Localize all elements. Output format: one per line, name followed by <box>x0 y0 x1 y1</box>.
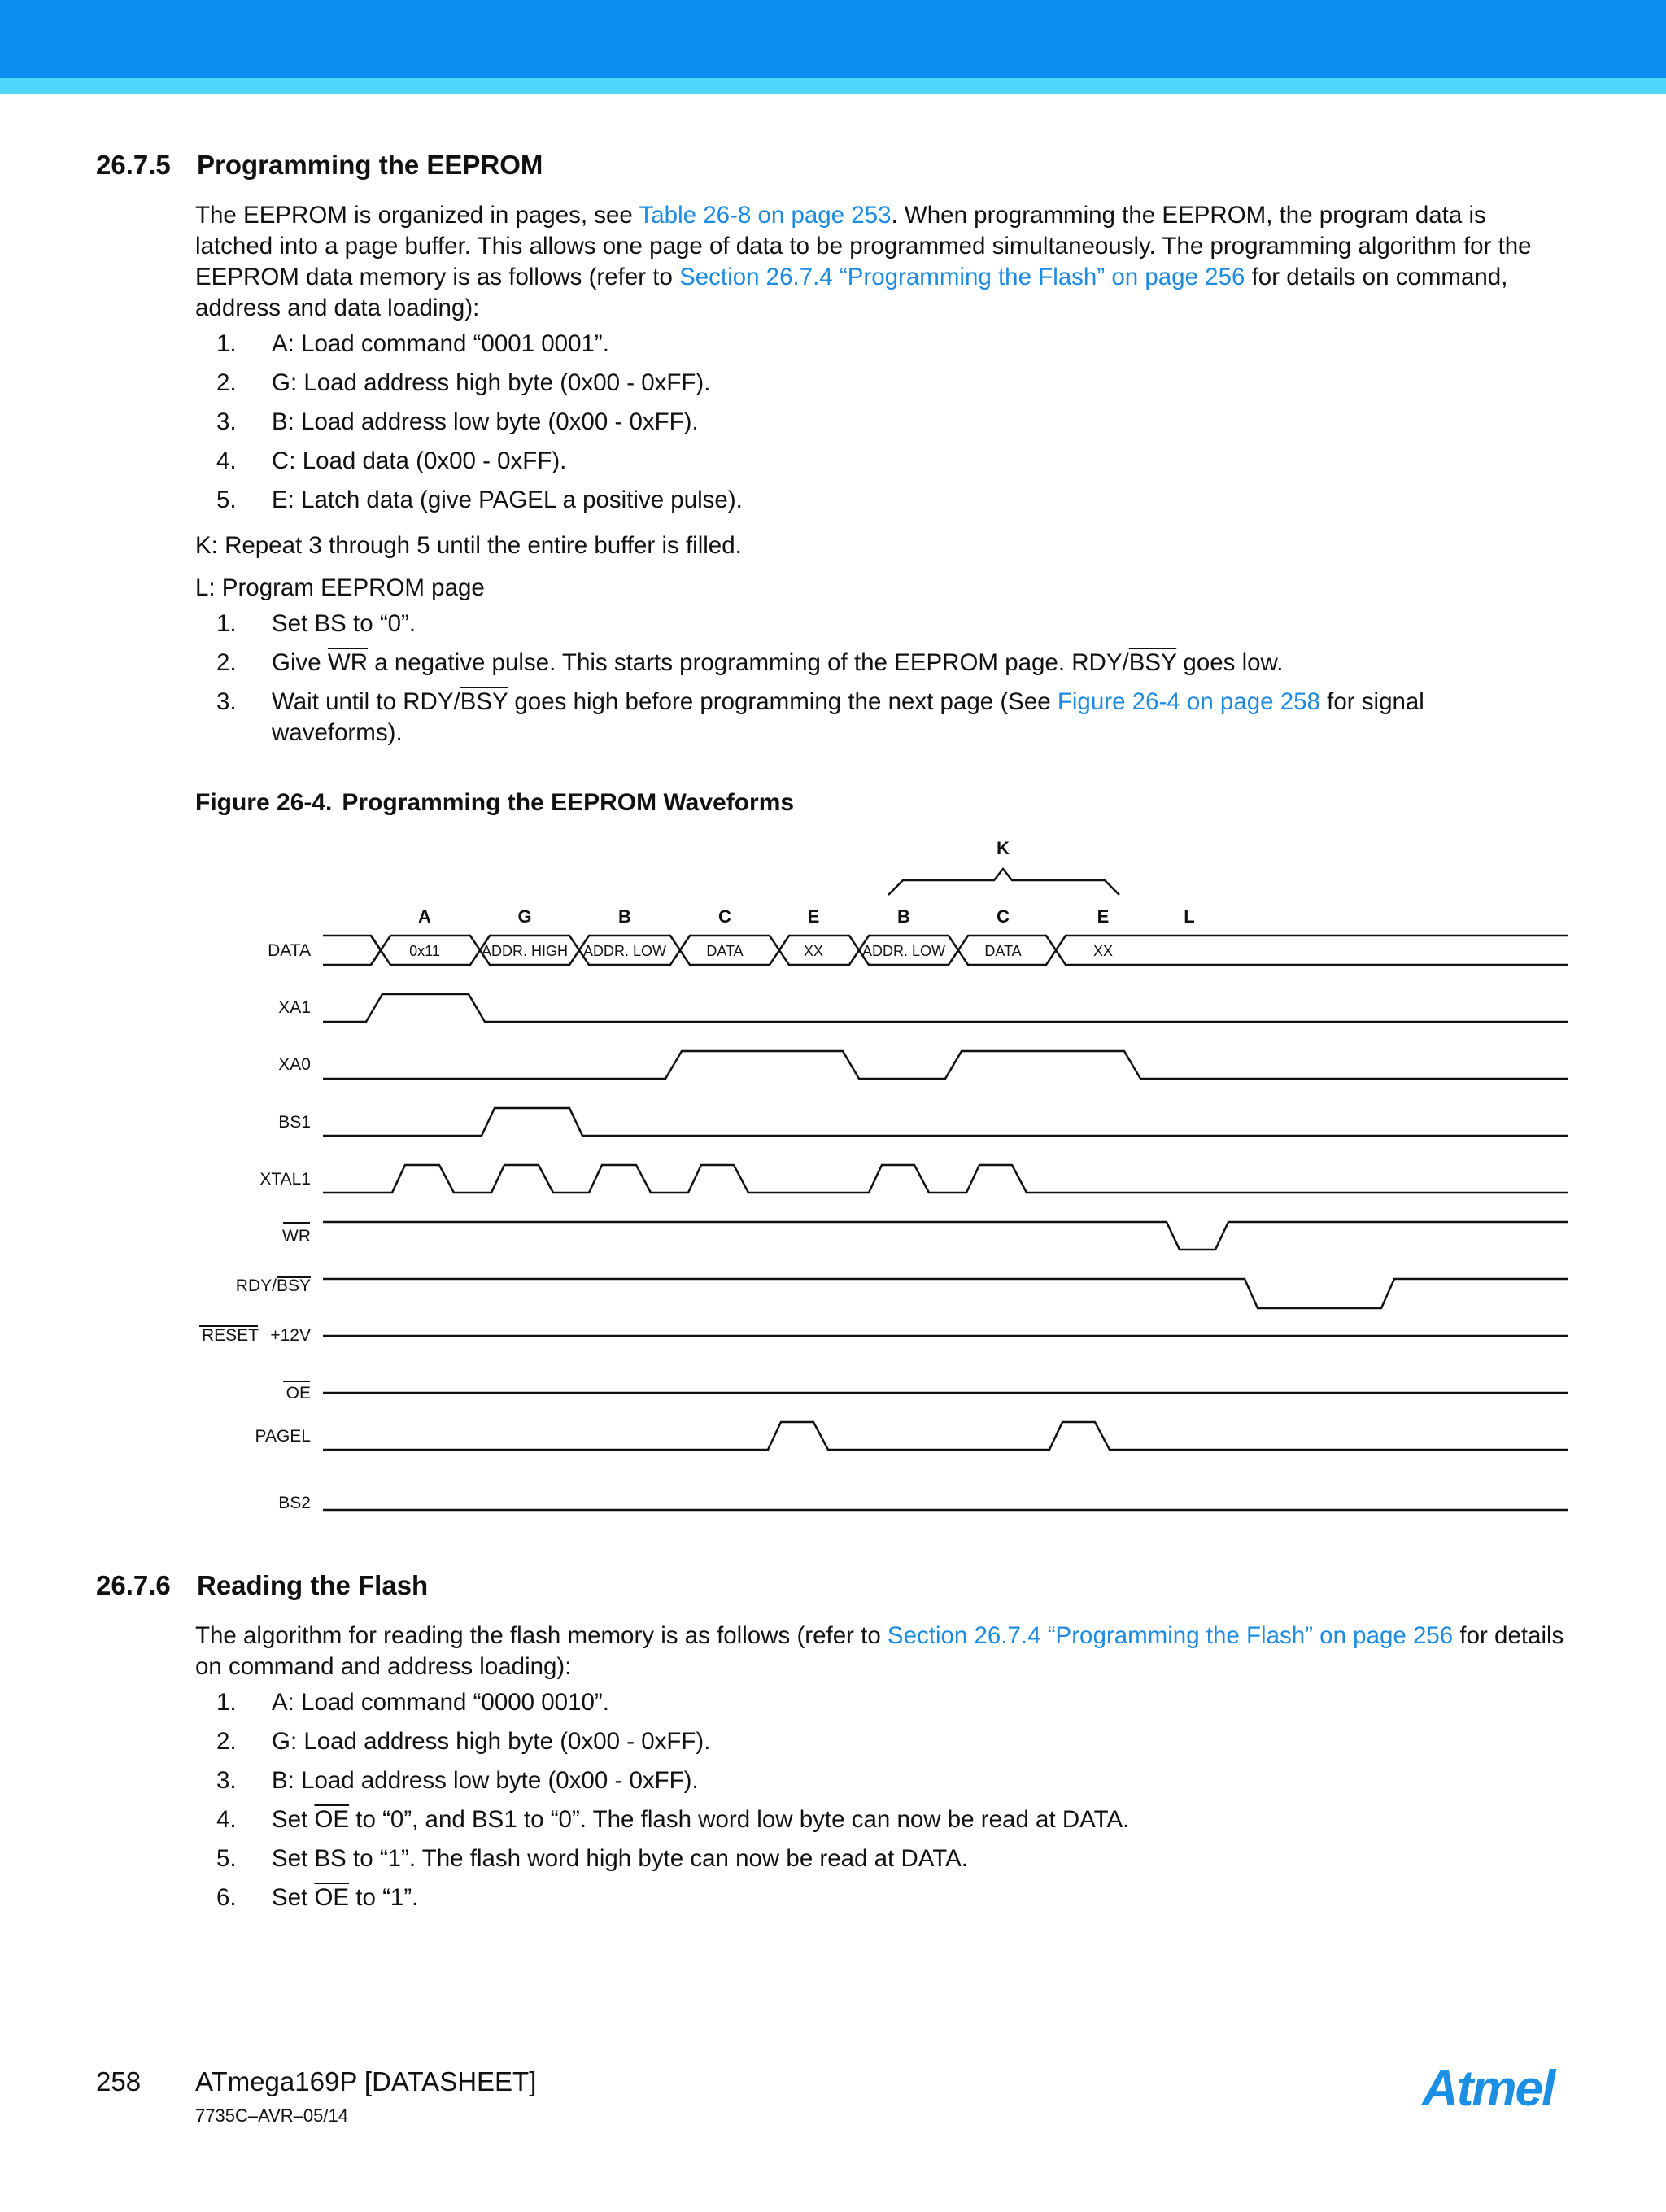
text: Give <box>272 649 328 676</box>
list-text: B: Load address low byte (0x00 - 0xFF). <box>272 1767 699 1794</box>
rdy-part: RDY/ <box>235 1276 277 1295</box>
phase-label: C <box>997 906 1010 927</box>
signal-label-xa0: XA0 <box>278 1055 311 1074</box>
atmel-logo: Atmel <box>1422 2061 1555 2117</box>
text: to “0”, and BS1 to “0”. The flash word low byte can now be read at DATA. <box>349 1806 1130 1833</box>
section-26-7-4-link[interactable]: Section 26.7.4 “Programming the Flash” on page 256 <box>679 264 1245 290</box>
list-number: 6. <box>216 1884 237 1911</box>
text: for signal waveforms). <box>272 688 1424 746</box>
list-number: 1. <box>216 610 237 637</box>
xtal1-waveform <box>323 1165 1568 1193</box>
text: Wait until to RDY/ <box>272 688 460 715</box>
phase-label: E <box>807 906 820 927</box>
data-bus-label: DATA <box>984 943 1022 959</box>
list-item <box>195 687 1508 748</box>
signal-label-reset-voltage: +12V <box>270 1326 311 1345</box>
data-bus-label: DATA <box>706 943 744 959</box>
figure-26-4-link[interactable]: Figure 26-4 on page 258 <box>1057 688 1320 715</box>
intro-text-3: for details on command, address and data loading): <box>195 264 1508 321</box>
repeat-instruction: K: Repeat 3 through 5 until the entire buffer is filled. <box>195 532 742 559</box>
intro-text-2: . When programming the EEPROM, the program data is latched into a page buffer. This allows one page of data to be programmed simultaneously. The programming algorithm for the EEPROM data memory is as follows (refer to <box>195 202 1532 290</box>
document-title: ATmega169P [DATASHEET] <box>195 2066 537 2096</box>
phase-label: C <box>718 906 731 927</box>
section-title: Programming the EEPROM <box>197 150 543 180</box>
phase-label: B <box>897 906 910 927</box>
phase-label: A <box>418 906 431 927</box>
data-bus-label: ADDR. LOW <box>582 943 667 959</box>
list-item <box>195 648 1508 678</box>
list-text: A: Load command “0000 0010”. <box>272 1689 609 1716</box>
text: Set <box>272 1884 315 1911</box>
signal-label-data: DATA <box>268 941 311 960</box>
list-text: C: Load data (0x00 - 0xFF). <box>272 447 567 474</box>
text: to “1”. <box>349 1884 419 1911</box>
list-item <box>195 1883 1508 1913</box>
oe-signal: $\overline{OE}$ <box>314 1884 350 1911</box>
xa0-waveform <box>323 1051 1568 1079</box>
data-bus-label: ADDR. LOW <box>861 943 946 959</box>
section-title: Reading the Flash <box>197 1570 429 1600</box>
data-bus-label: XX <box>1092 943 1114 959</box>
list-text: G: Load address high byte (0x00 - 0xFF). <box>272 369 711 396</box>
oe-signal: $\overline{OE}$ <box>314 1806 350 1833</box>
bsy-signal: $\overline{BSY}$ <box>1128 649 1177 676</box>
intro-text-1: The algorithm for reading the flash memory is as follows (refer to <box>195 1622 888 1649</box>
list-text: G: Load address high byte (0x00 - 0xFF). <box>272 1728 711 1755</box>
list-number: 2. <box>216 369 237 396</box>
list-number: 4. <box>216 447 237 474</box>
list-item <box>195 1687 1508 1718</box>
xa1-waveform <box>323 994 1568 1022</box>
k-brace <box>888 869 1119 895</box>
list-number: 3. <box>216 408 237 435</box>
table-26-8-link[interactable]: Table 26-8 on page 253 <box>639 202 892 229</box>
rdy-bsy-waveform <box>323 1279 1568 1308</box>
list-text <box>272 648 1508 678</box>
list-item <box>195 485 1508 516</box>
section-heading-programming-eeprom <box>96 150 543 181</box>
signal-label-reset: RESET <box>201 1326 259 1345</box>
data-bus-label: ADDR. HIGH <box>481 943 569 959</box>
text: Set <box>272 1806 315 1833</box>
list-number: 1. <box>216 330 237 357</box>
data-bus-label: 0x11 <box>409 943 440 959</box>
intro-text-2: for details on command and address loading): <box>195 1622 1564 1680</box>
list-number: 2. <box>216 649 237 676</box>
list-text <box>272 687 1508 748</box>
phase-label: L <box>1184 906 1195 927</box>
section-number: 26.7.5 <box>96 150 171 180</box>
signal-label-bs2: BS2 <box>278 1494 311 1512</box>
wr-waveform <box>323 1222 1568 1250</box>
list-number: 3. <box>216 1767 237 1794</box>
wr-signal: $\overline{WR}$ <box>327 649 369 676</box>
list-item <box>195 1804 1508 1835</box>
list-text: B: Load address low byte (0x00 - 0xFF). <box>272 408 699 435</box>
signal-label-pagel: PAGEL <box>255 1427 311 1446</box>
list-item <box>195 446 1508 477</box>
list-number: 3. <box>216 688 237 715</box>
figure-title: Programming the EEPROM Waveforms <box>342 789 795 816</box>
list-text: Set BS to “1”. The flash word high byte can now be read at DATA. <box>272 1845 968 1872</box>
list-number: 5. <box>216 1845 237 1872</box>
list-text <box>272 1804 1508 1835</box>
signal-label-bs1: BS1 <box>278 1113 311 1132</box>
list-item <box>195 407 1508 438</box>
list-number: 4. <box>216 1806 237 1833</box>
section-26-7-4-link[interactable]: Section 26.7.4 “Programming the Flash” on page 256 <box>887 1622 1454 1649</box>
text: goes low. <box>1176 649 1284 676</box>
list-text: A: Load command “0001 0001”. <box>272 330 609 357</box>
signal-label-oe: OE <box>286 1384 311 1403</box>
bs1-waveform <box>323 1108 1568 1136</box>
section-number: 26.7.6 <box>96 1570 171 1600</box>
list-number: 2. <box>216 1728 237 1755</box>
text: goes high before programming the next page (See <box>508 688 1058 715</box>
eeprom-intro-paragraph <box>195 200 1570 324</box>
figure-caption <box>195 789 794 817</box>
list-item <box>195 368 1508 399</box>
section-heading-reading-flash <box>96 1570 428 1601</box>
list-text: E: Latch data (give PAGEL a positive pulse). <box>272 486 743 513</box>
bsy-part: BSY <box>276 1276 311 1295</box>
phase-label: E <box>1097 906 1110 927</box>
phase-label: B <box>618 906 631 927</box>
list-item <box>195 1843 1508 1874</box>
header-accent-band <box>0 78 1666 94</box>
list-number: 5. <box>216 486 237 513</box>
figure-number: Figure 26-4. <box>195 789 333 816</box>
list-item <box>195 329 1508 360</box>
list-item <box>195 609 1508 639</box>
reading-flash-intro <box>195 1621 1570 1682</box>
signal-label-rdy-bsy <box>236 1276 311 1295</box>
intro-text-1: The EEPROM is organized in pages, see <box>195 202 639 229</box>
list-text <box>272 1883 1508 1913</box>
data-bus-waveform <box>323 936 1568 965</box>
signal-label-xtal1: XTAL1 <box>259 1170 311 1189</box>
pagel-waveform <box>323 1422 1568 1450</box>
list-item <box>195 1726 1508 1757</box>
data-bus-label: XX <box>803 943 824 959</box>
bsy-signal: $\overline{BSY}$ <box>460 688 508 715</box>
text: a negative pulse. This starts programming of the EEPROM page. RDY/ <box>368 649 1129 676</box>
phase-label: G <box>517 906 532 927</box>
document-code: 7735C–AVR–05/14 <box>195 2105 348 2126</box>
signal-label-wr: WR <box>282 1227 311 1246</box>
signal-label-xa1: XA1 <box>278 998 311 1017</box>
list-text: Set BS to “0”. <box>272 610 416 637</box>
list-number: 1. <box>216 1689 237 1716</box>
k-label: K <box>997 838 1010 858</box>
page-number: 258 <box>96 2066 142 2096</box>
program-page-heading: L: Program EEPROM page <box>195 574 485 601</box>
header-band <box>0 0 1666 78</box>
list-item <box>195 1765 1508 1796</box>
